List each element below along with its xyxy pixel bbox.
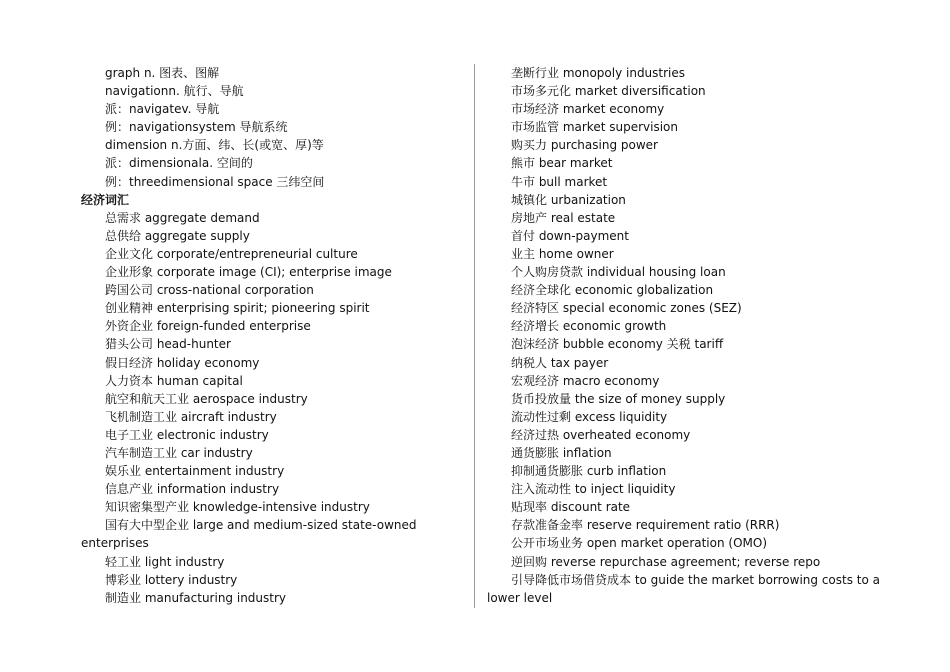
vocab-entry: 市场经济 market economy [511, 102, 665, 117]
vocab-entry: 派：navigatev. 导航 [105, 102, 220, 117]
vocab-entry: 例：navigationsystem 导航系统 [105, 120, 288, 135]
vocab-entry: 通货膨胀 inflation [511, 445, 612, 460]
vocab-entry: 首付 down-payment [511, 228, 629, 243]
vocab-entry: 经济增长 economic growth [511, 319, 667, 334]
vocab-entry: 博彩业 lottery industry [105, 572, 238, 587]
vocab-entry: 经济全球化 economic globalization [511, 283, 714, 298]
vocab-entry: 猎头公司 head-hunter [105, 337, 231, 352]
vocab-entry: 市场监管 market supervision [511, 120, 678, 135]
vocab-entry: 流动性过剩 excess liquidity [511, 409, 668, 424]
vocab-entry: 飞机制造工业 aircraft industry [105, 409, 277, 424]
vocab-entry: 泡沫经济 bubble economy 关税 tariff [511, 337, 724, 352]
vocab-entry: 派：dimensionala. 空间的 [105, 156, 253, 171]
vocab-entry: 信息产业 information industry [105, 482, 280, 497]
vocab-entry: 个人购房贷款 individual housing loan [511, 265, 726, 280]
vocab-entry: 城镇化 urbanization [511, 192, 626, 207]
vocab-entry: 存款准备金率 reserve requirement ratio (RRR) [511, 518, 780, 533]
vocab-entry: 总需求 aggregate demand [105, 210, 260, 225]
vocab-entry: navigationn. 航行、导航 [105, 84, 244, 99]
column-divider [474, 64, 475, 608]
vocab-entry: 购买力 purchasing power [511, 138, 658, 153]
vocab-entry: 业主 home owner [511, 246, 614, 261]
vocab-entry: 轻工业 light industry [105, 554, 225, 569]
vocab-entry: dimension n.方面、纬、长(或宽、厚)等 [105, 138, 324, 153]
vocab-entry: 贴现率 discount rate [511, 500, 631, 515]
vocab-entry: 知识密集型产业 knowledge-intensive industry [105, 500, 370, 515]
vocab-entry: 国有大中型企业 large and medium-sized state-owned [105, 518, 417, 533]
vocab-entry: graph n. 图表、图解 [105, 66, 220, 80]
vocab-entry: 制造业 manufacturing industry [105, 590, 287, 605]
entry-continuation: lower level [487, 590, 553, 605]
vocab-entry: 企业形象 corporate image (CI); enterprise image [105, 265, 392, 280]
vocab-entry: 公开市场业务 open market operation (OMO) [511, 536, 768, 551]
vocab-entry: 经济过热 overheated economy [511, 427, 691, 442]
vocab-entry: 牛市 bull market [511, 174, 608, 189]
vocab-entry: 垄断行业 monopoly industries [511, 66, 686, 80]
vocab-entry: 跨国公司 cross-national corporation [105, 283, 314, 298]
vocab-entry: 货币投放量 the size of money supply [511, 391, 726, 406]
vocab-entry: 企业文化 corporate/entrepreneurial culture [105, 246, 358, 261]
vocab-entry: 经济特区 special economic zones (SEZ) [511, 301, 742, 316]
section-heading: 经济词汇 [81, 192, 130, 207]
vocab-entry: 汽车制造工业 car industry [105, 445, 253, 460]
vocab-entry: 娱乐业 entertainment industry [105, 464, 285, 479]
vocab-entry: 航空和航天工业 aerospace industry [105, 391, 308, 406]
vocab-entry: 外资企业 foreign-funded enterprise [105, 319, 311, 334]
vocab-entry: 总供给 aggregate supply [105, 228, 250, 243]
vocab-entry: 熊市 bear market [511, 156, 613, 171]
vocab-entry: 引导降低市场借贷成本 to guide the market borrowing costs to a [511, 572, 881, 587]
vocab-entry: 市场多元化 market diversification [511, 84, 706, 99]
vocab-entry: 逆回购 reverse repurchase agreement; reverse repo [511, 554, 821, 569]
right-column [487, 64, 882, 607]
vocab-entry: 注入流动性 to inject liquidity [511, 482, 676, 497]
vocab-entry: 电子工业 electronic industry [105, 427, 269, 442]
vocab-entry: 房地产 real estate [511, 210, 616, 225]
vocab-entry: 抑制通货膨胀 curb inflation [511, 464, 667, 479]
vocab-entry: 创业精神 enterprising spirit; pioneering spirit [105, 301, 370, 316]
vocab-entry: 宏观经济 macro economy [511, 373, 660, 388]
vocab-entry: 人力资本 human capital [105, 373, 243, 388]
vocab-entry: 假日经济 holiday economy [105, 355, 260, 370]
left-column [81, 64, 466, 607]
vocab-entry: 例：threedimensional space 三纬空间 [105, 174, 325, 189]
entry-continuation: enterprises [81, 536, 149, 551]
vocab-entry: 纳税人 tax payer [511, 355, 609, 370]
